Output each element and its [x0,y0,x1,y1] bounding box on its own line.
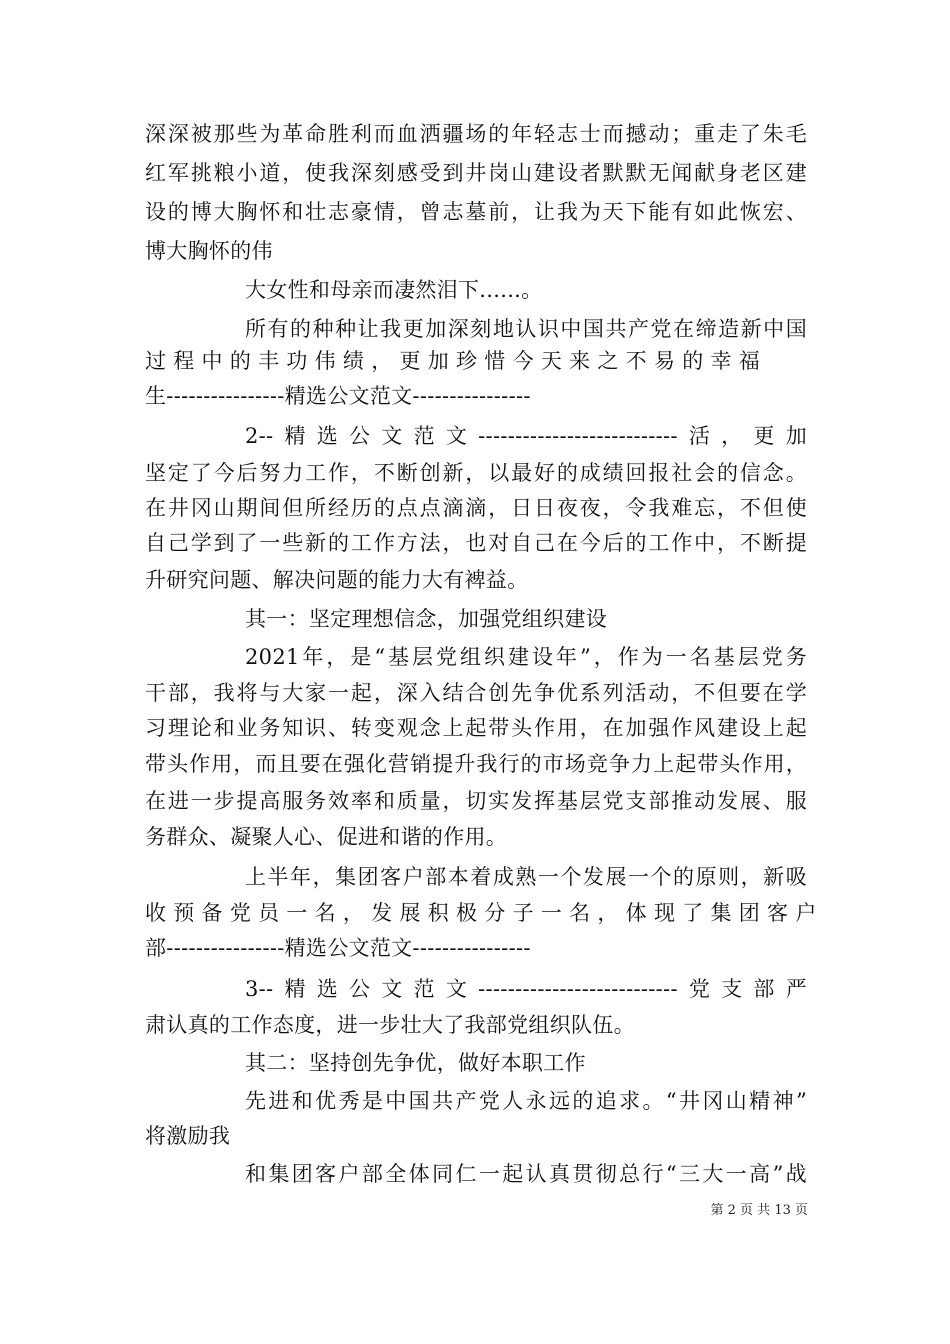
section-heading: 其二：坚持创先争优，做好本职工作 [245,1051,586,1075]
text-line: 在进一步提高服务效率和质量，切实发挥基层党支部推动发展、服 [145,789,807,813]
text-line: 生----------------精选公文范文---------------- [145,384,531,408]
text-line: 所有的种种让我更加深刻地认识中国共产党在缔造新中国 [245,317,807,341]
text-line: 设的博大胸怀和壮志豪情，曾志墓前，让我为天下能有如此恢宏、 [145,200,807,224]
text-line: 收 预 备 党 员 一 名 ， 发 展 积 极 分 子 一 名 ， 体 现 了 集 团 客 户 [145,901,817,925]
text-line: 先进和优秀是中国共产党人永远的追求。“井冈山精神” [245,1089,807,1113]
text-line: 大女性和母亲而凄然泪下......。 [245,278,543,302]
text-line: 过 程 中 的 丰 功 伟 绩 ， 更 加 珍 惜 今 天 来 之 不 易 的 幸 福 [145,349,761,373]
text-line: 肃认真的工作态度，进一步壮大了我部党组织队伍。 [145,1013,635,1037]
text-line: 自己学到了一些新的工作方法，也对自己在今后的工作中，不断提 [145,531,807,555]
text-line: 上半年，集团客户部本着成熟一个发展一个的原则，新吸 [245,865,807,889]
text-line: 深深被那些为革命胜利而血洒疆场的年轻志士而撼动；重走了朱毛 [145,122,807,146]
text-line: 将激励我 [145,1124,231,1148]
text-line: 2021年，是“基层党组织建设年”，作为一名基层党务 [245,645,807,669]
text-line: 带头作用，而且要在强化营销提升我行的市场竞争力上起带头作用， [145,752,807,776]
text-line: 2--精选公文范文---------------------------活，更加 [245,424,807,448]
text-line: 习理论和业务知识、转变观念上起带头作用，在加强作风建设上起 [145,716,807,740]
text-line: 3--精选公文范文---------------------------党支部严 [245,977,807,1001]
text-line: 和集团客户部全体同仁一起认真贯彻总行“三大一高”战 [245,1162,807,1186]
page-footer: 第 2 页 共 13 页 [710,1203,808,1218]
text-line: 干部，我将与大家一起，深入结合创先争优系列活动，不但要在学 [145,681,807,705]
text-line: 博大胸怀的伟 [145,239,273,263]
section-heading: 其一：坚定理想信念，加强党组织建设 [245,607,608,631]
text-line: 部----------------精选公文范文---------------- [145,936,531,960]
text-line: 升研究问题、解决问题的能力大有裨益。 [145,568,529,592]
text-line: 坚定了今后努力工作，不断创新，以最好的成绩回报社会的信念。 [145,461,807,485]
text-line: 红军挑粮小道，使我深刻感受到井岗山建设者默默无闻献身老区建 [145,161,807,185]
text-line: 务群众、凝聚人心、促进和谐的作用。 [145,825,508,849]
text-line: 在井冈山期间但所经历的点点滴滴，日日夜夜，令我难忘，不但使 [145,496,807,520]
